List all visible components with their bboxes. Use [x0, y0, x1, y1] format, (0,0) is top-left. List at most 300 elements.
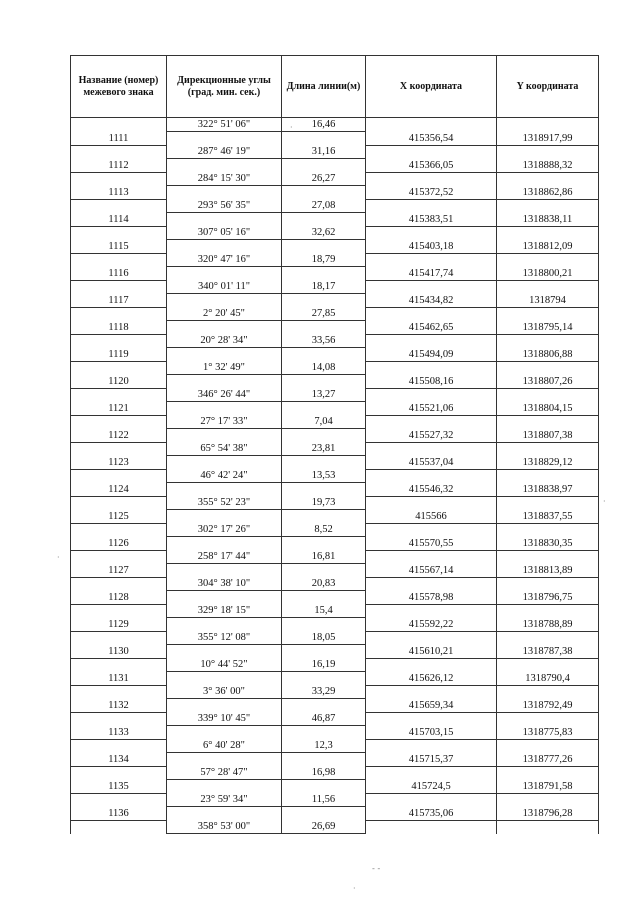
empty-cell — [282, 510, 366, 524]
y-coordinate-cell: 1318837,55 — [497, 510, 599, 524]
y-coordinate-cell: 1318795,14 — [497, 321, 599, 335]
y-coordinate-cell: 1318796,28 — [497, 807, 599, 821]
angle-cell: 302° 17' 26" — [167, 523, 282, 537]
x-coordinate-cell: 415462,65 — [366, 321, 497, 335]
empty-cell — [167, 483, 282, 497]
scan-mark: - - — [372, 864, 381, 873]
y-coordinate-cell: 1318807,26 — [497, 375, 599, 389]
point-name-cell: 1117 — [71, 294, 167, 308]
angle-cell: 20° 28' 34" — [167, 334, 282, 348]
length-cell: 26,69 — [282, 820, 366, 834]
empty-cell — [497, 523, 599, 537]
x-coordinate-cell: 415372,52 — [366, 186, 497, 200]
length-cell: 26,27 — [282, 172, 366, 186]
empty-cell — [71, 523, 167, 537]
point-row — [71, 348, 599, 362]
empty-cell — [167, 321, 282, 335]
empty-cell — [366, 226, 497, 240]
empty-cell — [366, 577, 497, 591]
empty-cell — [167, 672, 282, 686]
y-coordinate-cell: 1318862,86 — [497, 186, 599, 200]
y-coordinate-cell: 1318787,38 — [497, 645, 599, 659]
empty-cell — [167, 645, 282, 659]
x-coordinate-cell: 415715,37 — [366, 753, 497, 767]
angle-cell: 320° 47' 16" — [167, 253, 282, 267]
point-name-cell: 1123 — [71, 456, 167, 470]
x-coordinate-cell: 415578,98 — [366, 591, 497, 605]
x-coordinate-cell: 415566 — [366, 510, 497, 524]
point-name-cell: 1116 — [71, 267, 167, 281]
empty-cell — [282, 753, 366, 767]
length-cell: 31,16 — [282, 145, 366, 159]
point-name-cell: 1125 — [71, 510, 167, 524]
y-coordinate-cell: 1318838,11 — [497, 213, 599, 227]
empty-cell — [497, 577, 599, 591]
x-coordinate-cell: 415494,09 — [366, 348, 497, 362]
y-coordinate-cell: 1318812,09 — [497, 240, 599, 254]
y-coordinate-cell: 1318807,38 — [497, 429, 599, 443]
segment-row — [71, 145, 599, 159]
scan-mark: · — [353, 884, 356, 893]
length-cell: 16,46 — [282, 118, 366, 132]
empty-cell — [497, 199, 599, 213]
empty-cell — [497, 631, 599, 645]
x-coordinate-cell: 415537,04 — [366, 456, 497, 470]
empty-cell — [497, 604, 599, 618]
x-coordinate-cell: 415610,21 — [366, 645, 497, 659]
point-name-cell: 1133 — [71, 726, 167, 740]
angle-cell: 339° 10' 45" — [167, 712, 282, 726]
segment-row — [71, 388, 599, 402]
angle-cell: 23° 59' 34" — [167, 793, 282, 807]
empty-cell — [366, 550, 497, 564]
empty-cell — [167, 375, 282, 389]
empty-cell — [71, 388, 167, 402]
point-row — [71, 483, 599, 497]
empty-cell — [497, 496, 599, 510]
x-coordinate-cell: 415570,55 — [366, 537, 497, 551]
empty-cell — [282, 294, 366, 308]
angle-cell: 358° 53' 00" — [167, 820, 282, 834]
empty-cell — [366, 253, 497, 267]
angle-cell: 307° 05' 16" — [167, 226, 282, 240]
point-name-cell: 1119 — [71, 348, 167, 362]
empty-cell — [167, 267, 282, 281]
empty-cell — [497, 739, 599, 753]
empty-cell — [71, 469, 167, 483]
angle-cell: 2° 20' 45" — [167, 307, 282, 321]
x-coordinate-cell: 415626,12 — [366, 672, 497, 686]
point-name-cell: 1127 — [71, 564, 167, 578]
y-coordinate-cell: 1318917,99 — [497, 132, 599, 146]
empty-cell — [366, 307, 497, 321]
empty-cell — [71, 415, 167, 429]
y-coordinate-cell: 1318888,32 — [497, 159, 599, 173]
empty-cell — [366, 631, 497, 645]
y-coordinate-cell: 1318806,88 — [497, 348, 599, 362]
length-cell: 33,56 — [282, 334, 366, 348]
empty-cell — [71, 172, 167, 186]
empty-cell — [366, 469, 497, 483]
angle-cell: 10° 44' 52" — [167, 658, 282, 672]
empty-cell — [497, 712, 599, 726]
point-name-cell: 1132 — [71, 699, 167, 713]
empty-cell — [71, 685, 167, 699]
length-cell: 18,17 — [282, 280, 366, 294]
empty-cell — [366, 793, 497, 807]
empty-cell — [167, 726, 282, 740]
x-coordinate-cell: 415527,32 — [366, 429, 497, 443]
empty-cell — [71, 334, 167, 348]
x-coordinate-cell: 415434,82 — [366, 294, 497, 308]
point-row — [71, 753, 599, 767]
empty-cell — [366, 685, 497, 699]
angle-cell: 57° 28' 47" — [167, 766, 282, 780]
empty-cell — [71, 658, 167, 672]
empty-cell — [497, 280, 599, 294]
point-row — [71, 645, 599, 659]
header-y-coordinate: Y координата — [497, 56, 599, 118]
point-row — [71, 132, 599, 146]
empty-cell — [497, 226, 599, 240]
segment-row — [71, 550, 599, 564]
point-row — [71, 618, 599, 632]
empty-cell — [167, 159, 282, 173]
point-row — [71, 267, 599, 281]
segment-row — [71, 226, 599, 240]
segment-row — [71, 442, 599, 456]
angle-cell: 340° 01' 11" — [167, 280, 282, 294]
length-cell: 33,29 — [282, 685, 366, 699]
segment-row — [71, 334, 599, 348]
scan-mark: · — [290, 123, 293, 132]
y-coordinate-cell: 1318775,83 — [497, 726, 599, 740]
angle-cell: 65° 54' 38" — [167, 442, 282, 456]
angle-cell: 355° 52' 23" — [167, 496, 282, 510]
empty-cell — [71, 550, 167, 564]
angle-cell: 46° 42' 24" — [167, 469, 282, 483]
empty-cell — [497, 253, 599, 267]
length-cell: 11,56 — [282, 793, 366, 807]
empty-cell — [497, 550, 599, 564]
empty-cell — [167, 591, 282, 605]
point-row — [71, 591, 599, 605]
angle-cell: 3° 36' 00" — [167, 685, 282, 699]
x-coordinate-cell: 415403,18 — [366, 240, 497, 254]
empty-cell — [497, 334, 599, 348]
x-coordinate-cell: 415592,22 — [366, 618, 497, 632]
empty-cell — [71, 604, 167, 618]
x-coordinate-cell: 415356,54 — [366, 132, 497, 146]
point-row — [71, 321, 599, 335]
empty-cell — [497, 172, 599, 186]
angle-cell: 258° 17' 44" — [167, 550, 282, 564]
x-coordinate-cell: 415521,06 — [366, 402, 497, 416]
empty-cell — [282, 483, 366, 497]
point-name-cell: 1118 — [71, 321, 167, 335]
empty-cell — [167, 807, 282, 821]
empty-cell — [71, 253, 167, 267]
empty-cell — [167, 510, 282, 524]
empty-cell — [282, 672, 366, 686]
empty-cell — [71, 361, 167, 375]
empty-cell — [366, 496, 497, 510]
empty-cell — [497, 388, 599, 402]
point-name-cell: 1121 — [71, 402, 167, 416]
empty-cell — [71, 577, 167, 591]
empty-cell — [167, 213, 282, 227]
empty-cell — [282, 267, 366, 281]
point-row — [71, 726, 599, 740]
empty-cell — [282, 321, 366, 335]
segment-row — [71, 415, 599, 429]
point-name-cell: 1112 — [71, 159, 167, 173]
empty-cell — [167, 699, 282, 713]
length-cell: 27,08 — [282, 199, 366, 213]
empty-cell — [167, 294, 282, 308]
segment-row — [71, 199, 599, 213]
empty-cell — [282, 726, 366, 740]
angle-cell: 355° 12' 08" — [167, 631, 282, 645]
empty-cell — [366, 361, 497, 375]
empty-cell — [167, 537, 282, 551]
length-cell: 16,98 — [282, 766, 366, 780]
empty-cell — [282, 591, 366, 605]
empty-cell — [497, 361, 599, 375]
x-coordinate-cell: 415567,14 — [366, 564, 497, 578]
y-coordinate-cell: 1318792,49 — [497, 699, 599, 713]
empty-cell — [282, 780, 366, 794]
empty-cell — [71, 739, 167, 753]
angle-cell: 27° 17' 33" — [167, 415, 282, 429]
segment-row — [71, 766, 599, 780]
point-name-cell: 1120 — [71, 375, 167, 389]
point-row — [71, 456, 599, 470]
empty-cell — [497, 658, 599, 672]
empty-cell — [282, 807, 366, 821]
angle-cell: 329° 18' 15" — [167, 604, 282, 618]
segment-row — [71, 631, 599, 645]
length-cell: 18,79 — [282, 253, 366, 267]
coordinates-table — [70, 55, 599, 834]
point-row — [71, 699, 599, 713]
point-name-cell: 1122 — [71, 429, 167, 443]
length-cell: 32,62 — [282, 226, 366, 240]
empty-cell — [497, 415, 599, 429]
empty-cell — [71, 631, 167, 645]
y-coordinate-cell: 1318838,97 — [497, 483, 599, 497]
segment-row — [71, 496, 599, 510]
empty-cell — [497, 685, 599, 699]
header-row — [71, 56, 599, 118]
length-cell: 8,52 — [282, 523, 366, 537]
empty-cell — [497, 469, 599, 483]
empty-cell — [497, 145, 599, 159]
header-x-coordinate: X координата — [366, 56, 497, 118]
angle-cell: 1° 32' 49" — [167, 361, 282, 375]
length-cell: 46,87 — [282, 712, 366, 726]
y-coordinate-cell: 1318804,15 — [497, 402, 599, 416]
empty-cell — [366, 604, 497, 618]
empty-cell — [167, 753, 282, 767]
empty-cell — [282, 186, 366, 200]
header-point-name: Название (номер) межевого знака — [71, 56, 167, 118]
length-cell: 14,08 — [282, 361, 366, 375]
angle-cell: 287° 46' 19" — [167, 145, 282, 159]
segment-row — [71, 361, 599, 375]
empty-cell — [282, 429, 366, 443]
empty-cell — [167, 186, 282, 200]
x-coordinate-cell: 415546,32 — [366, 483, 497, 497]
point-row — [71, 186, 599, 200]
empty-cell — [282, 240, 366, 254]
empty-cell — [71, 712, 167, 726]
empty-cell — [282, 375, 366, 389]
empty-cell — [366, 820, 497, 834]
point-row — [71, 240, 599, 254]
point-name-cell: 1130 — [71, 645, 167, 659]
empty-cell — [497, 307, 599, 321]
x-coordinate-cell: 415659,34 — [366, 699, 497, 713]
segment-row — [71, 253, 599, 267]
empty-cell — [366, 766, 497, 780]
empty-cell — [71, 118, 167, 132]
empty-cell — [366, 739, 497, 753]
empty-cell — [71, 226, 167, 240]
point-name-cell: 1129 — [71, 618, 167, 632]
length-cell: 16,81 — [282, 550, 366, 564]
point-name-cell: 1126 — [71, 537, 167, 551]
empty-cell — [71, 145, 167, 159]
empty-cell — [71, 820, 167, 834]
empty-cell — [71, 766, 167, 780]
table-body — [71, 118, 599, 834]
empty-cell — [167, 429, 282, 443]
empty-cell — [71, 496, 167, 510]
segment-row — [71, 469, 599, 483]
empty-cell — [282, 456, 366, 470]
point-name-cell: 1136 — [71, 807, 167, 821]
empty-cell — [282, 159, 366, 173]
length-cell: 18,05 — [282, 631, 366, 645]
empty-cell — [71, 280, 167, 294]
empty-cell — [282, 402, 366, 416]
empty-cell — [167, 240, 282, 254]
length-cell: 16,19 — [282, 658, 366, 672]
empty-cell — [282, 645, 366, 659]
segment-row — [71, 793, 599, 807]
angle-cell: 6° 40' 28" — [167, 739, 282, 753]
point-name-cell: 1113 — [71, 186, 167, 200]
y-coordinate-cell: 1318777,26 — [497, 753, 599, 767]
empty-cell — [282, 348, 366, 362]
point-name-cell: 1131 — [71, 672, 167, 686]
header-line-length: Длина линии(м) — [282, 56, 366, 118]
empty-cell — [366, 442, 497, 456]
x-coordinate-cell: 415703,15 — [366, 726, 497, 740]
length-cell: 20,83 — [282, 577, 366, 591]
point-row — [71, 537, 599, 551]
segment-row — [71, 712, 599, 726]
length-cell: 23,81 — [282, 442, 366, 456]
empty-cell — [366, 118, 497, 132]
length-cell: 19,73 — [282, 496, 366, 510]
y-coordinate-cell: 1318830,35 — [497, 537, 599, 551]
empty-cell — [167, 402, 282, 416]
empty-cell — [167, 618, 282, 632]
empty-cell — [282, 564, 366, 578]
empty-cell — [282, 618, 366, 632]
empty-cell — [282, 213, 366, 227]
x-coordinate-cell: 415508,16 — [366, 375, 497, 389]
point-row — [71, 780, 599, 794]
y-coordinate-cell: 1318791,58 — [497, 780, 599, 794]
segment-row — [71, 118, 599, 132]
y-coordinate-cell: 1318800,21 — [497, 267, 599, 281]
angle-cell: 293° 56' 35" — [167, 199, 282, 213]
x-coordinate-cell: 415724,5 — [366, 780, 497, 794]
angle-cell: 346° 26' 44" — [167, 388, 282, 402]
empty-cell — [366, 334, 497, 348]
empty-cell — [167, 780, 282, 794]
segment-row — [71, 604, 599, 618]
empty-cell — [282, 132, 366, 146]
x-coordinate-cell: 415366,05 — [366, 159, 497, 173]
empty-cell — [282, 537, 366, 551]
angle-cell: 304° 38' 10" — [167, 577, 282, 591]
y-coordinate-cell: 1318796,75 — [497, 591, 599, 605]
scan-mark: · — [603, 497, 606, 506]
empty-cell — [497, 820, 599, 834]
y-coordinate-cell: 1318813,89 — [497, 564, 599, 578]
empty-cell — [497, 118, 599, 132]
empty-cell — [366, 145, 497, 159]
empty-cell — [366, 172, 497, 186]
point-row — [71, 429, 599, 443]
y-coordinate-cell: 1318829,12 — [497, 456, 599, 470]
point-row — [71, 672, 599, 686]
empty-cell — [366, 415, 497, 429]
point-row — [71, 213, 599, 227]
segment-row — [71, 685, 599, 699]
point-name-cell: 1124 — [71, 483, 167, 497]
point-row — [71, 564, 599, 578]
length-cell: 13,53 — [282, 469, 366, 483]
x-coordinate-cell: 415735,06 — [366, 807, 497, 821]
segment-row — [71, 820, 599, 834]
empty-cell — [167, 564, 282, 578]
scan-mark: · — [57, 553, 60, 562]
point-row — [71, 159, 599, 173]
point-name-cell: 1128 — [71, 591, 167, 605]
angle-cell: 284° 15' 30" — [167, 172, 282, 186]
empty-cell — [71, 793, 167, 807]
empty-cell — [71, 199, 167, 213]
point-name-cell: 1115 — [71, 240, 167, 254]
point-row — [71, 510, 599, 524]
empty-cell — [167, 456, 282, 470]
empty-cell — [366, 199, 497, 213]
segment-row — [71, 307, 599, 321]
length-cell: 15,4 — [282, 604, 366, 618]
y-coordinate-cell: 1318788,89 — [497, 618, 599, 632]
empty-cell — [167, 132, 282, 146]
length-cell: 7,04 — [282, 415, 366, 429]
point-row — [71, 375, 599, 389]
point-name-cell: 1134 — [71, 753, 167, 767]
x-coordinate-cell: 415383,51 — [366, 213, 497, 227]
empty-cell — [282, 699, 366, 713]
